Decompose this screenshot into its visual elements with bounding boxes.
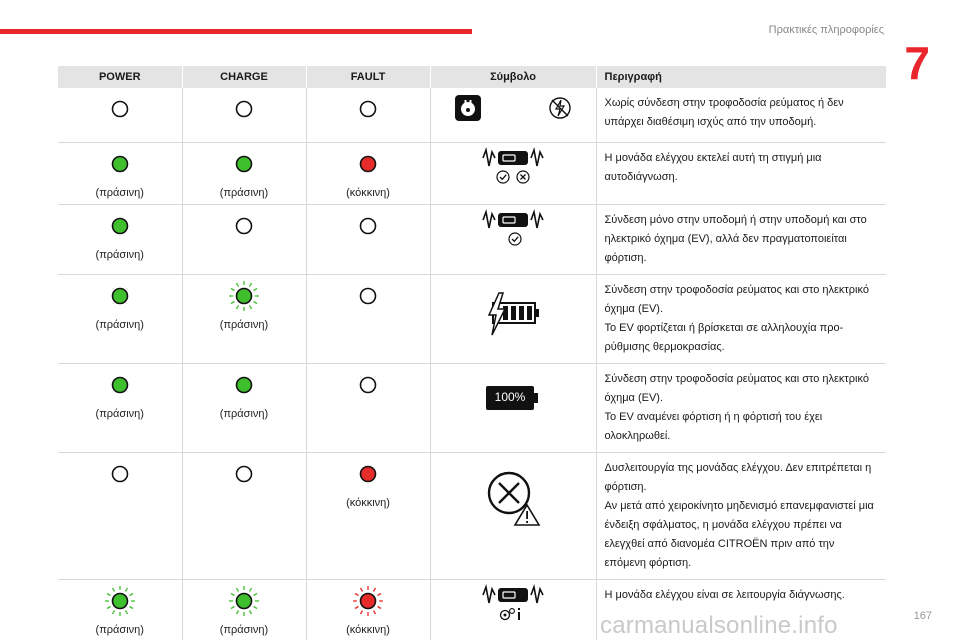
charge-indicator-cell [182, 363, 306, 452]
charge-indicator-cell [182, 579, 306, 640]
fault-led-icon [307, 281, 430, 311]
table-row [58, 452, 886, 579]
charge-indicator-cell [182, 204, 306, 274]
power-led-icon [58, 149, 182, 179]
power-color-label: (πράσινη) [95, 248, 144, 261]
description-text: Αν μετά από χειροκίνητο μηδενισμό επανεμφανιστεί μια ένδειξη σφάλματος, η μονάδα ελέγχου πρέπει να ελεγχθεί από διανομέα CITROËN πριν από την επόμενη φόρτιση. [604, 499, 874, 569]
battery-charging-icon [483, 289, 543, 339]
description-cell [596, 142, 886, 204]
power-led-icon [58, 586, 182, 616]
fault-indicator-cell [306, 88, 430, 142]
description-cell [596, 274, 886, 363]
charge-led-icon [183, 94, 306, 124]
fault-led-icon [307, 149, 430, 179]
fault-indicator-cell [306, 274, 430, 363]
table-row [58, 204, 886, 274]
charge-indicator-cell [182, 142, 306, 204]
charge-led-icon [183, 211, 306, 241]
header-accent-bar [0, 29, 472, 34]
fault-led-icon [307, 370, 430, 400]
indicator-table [58, 66, 886, 640]
fault-indicator-cell [306, 204, 430, 274]
description-text: Σύνδεση μόνο στην υποδομή ή στην υποδομή και στο ηλεκτρικό όχημα (EV), αλλά δεν πραγματοποιείται φόρτιση. [604, 213, 867, 264]
fault-color-label: (κόκκινη) [346, 623, 390, 636]
charge-color-label: (πράσινη) [219, 318, 269, 331]
diagnosis-icon [499, 607, 527, 621]
power-indicator-cell [58, 363, 182, 452]
fault-indicator-cell [306, 363, 430, 452]
symbol-cell [430, 274, 596, 363]
no-power-icon [548, 96, 572, 120]
fault-indicator-cell [306, 142, 430, 204]
charge-indicator-cell [182, 452, 306, 579]
charging-cable-icon [431, 209, 596, 231]
charge-color-label: (πράσινη) [219, 186, 269, 199]
description-cell [596, 452, 886, 579]
check-ok-icon [496, 170, 510, 184]
charge-led-icon [183, 586, 306, 616]
table-row [58, 142, 886, 204]
fault-led-icon [307, 586, 430, 616]
charge-indicator-cell [182, 88, 306, 142]
fault-color-label: (κόκκινη) [346, 186, 390, 199]
column-header-description: Περιγραφή [596, 66, 886, 88]
power-indicator-cell [58, 142, 182, 204]
charge-led-icon [183, 370, 306, 400]
check-ok-icon [508, 232, 522, 246]
table-header [58, 66, 886, 88]
power-indicator-cell [58, 88, 182, 142]
fault-led-icon [307, 211, 430, 241]
fault-indicator-cell [306, 452, 430, 579]
check-fail-icon [516, 170, 530, 184]
fault-led-icon [307, 94, 430, 124]
section-title: Πρακτικές πληροφορίες [768, 24, 884, 36]
description-text: Σύνδεση στην τροφοδοσία ρεύματος και στο ηλεκτρικό όχημα (EV). [604, 372, 869, 404]
power-led-icon [58, 370, 182, 400]
charge-color-label: (πράσινη) [219, 407, 269, 420]
power-indicator-cell [58, 204, 182, 274]
column-header-charge: CHARGE [182, 66, 306, 88]
charge-indicator-cell [182, 274, 306, 363]
charging-cable-icon [431, 147, 596, 169]
column-header-power: POWER [58, 66, 182, 88]
fault-led-icon [307, 459, 430, 489]
symbol-cell [430, 142, 596, 204]
chapter-number: 7 [904, 37, 930, 89]
table-row [58, 274, 886, 363]
table-row [58, 88, 886, 142]
charge-led-icon [183, 459, 306, 489]
description-text: Σύνδεση στην τροφοδοσία ρεύματος και στο ηλεκτρικό όχημα (EV). [604, 283, 869, 315]
power-color-label: (πράσινη) [95, 318, 144, 331]
column-header-symbol: Σύμβολο [430, 66, 596, 88]
charge-color-label: (πράσινη) [219, 623, 269, 636]
table-row [58, 363, 886, 452]
charge-led-icon [183, 149, 306, 179]
power-led-icon [58, 459, 182, 489]
plug-icon [454, 94, 482, 122]
power-color-label: (πράσινη) [95, 407, 144, 420]
description-cell [596, 363, 886, 452]
power-color-label: (πράσινη) [95, 186, 144, 199]
power-led-icon [58, 94, 182, 124]
power-indicator-cell [58, 579, 182, 640]
column-header-fault: FAULT [306, 66, 430, 88]
page-number: 167 [913, 610, 932, 622]
symbol-cell [430, 363, 596, 452]
description-cell [596, 88, 886, 142]
power-color-label: (πράσινη) [95, 623, 144, 636]
symbol-cell [430, 452, 596, 579]
power-indicator-cell [58, 274, 182, 363]
fault-warning-icon [483, 465, 543, 529]
power-led-icon [58, 211, 182, 241]
symbol-cell [430, 204, 596, 274]
charge-led-icon [183, 281, 306, 311]
description-text: Η μονάδα ελέγχου εκτελεί αυτή τη στιγμή μια αυτοδιάγνωση. [604, 151, 822, 183]
fault-color-label: (κόκκινη) [346, 496, 390, 509]
fault-indicator-cell [306, 579, 430, 640]
watermark: carmanualsonline.info [600, 612, 838, 639]
description-text: Το EV αναμένει φόρτιση ή η φόρτισή του έχει ολοκληρωθεί. [604, 410, 823, 442]
charging-cable-icon [431, 584, 596, 606]
description-text: Το EV φορτίζεται ή βρίσκεται σε αλληλουχία προ-ρύθμισης θερμοκρασίας. [604, 321, 844, 353]
symbol-cell [430, 579, 596, 640]
power-led-icon [58, 281, 182, 311]
battery-full-icon [486, 386, 540, 410]
symbol-cell [430, 88, 596, 142]
power-indicator-cell [58, 452, 182, 579]
battery-percent-label: 100% [494, 389, 526, 404]
description-cell [596, 204, 886, 274]
description-text: Χωρίς σύνδεση στην τροφοδοσία ρεύματος ή δεν υπάρχει διαθέσιμη ισχύς από την υποδομή. [604, 97, 844, 128]
description-text: Η μονάδα ελέγχου είναι σε λειτουργία διάγνωσης. [604, 588, 845, 601]
description-text: Δυσλειτουργία της μονάδας ελέγχου. Δεν επιτρέπεται η φόρτιση. [604, 461, 872, 493]
